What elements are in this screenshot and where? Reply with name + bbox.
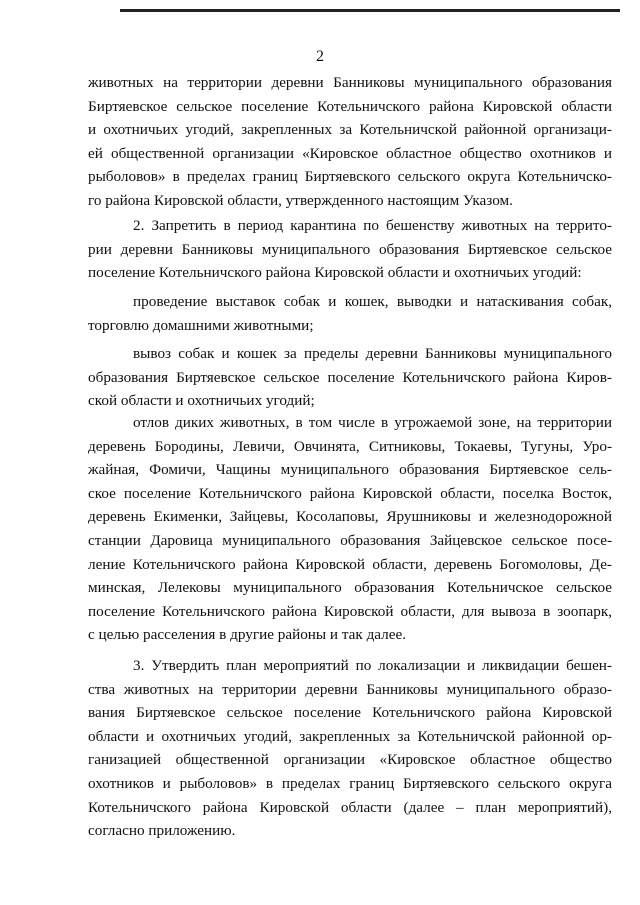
paragraph-2-item-export (88, 342, 612, 413)
text-line: ства животных на территории деревни Банниковы муниципального образо- (88, 680, 612, 698)
text-line: ганизацией общественной организации «Кировское областное общество (88, 751, 612, 769)
text-line: и охотничьих угодий, закрепленных за Котельничской районной организаци- (88, 121, 612, 139)
paragraph-3 (88, 654, 612, 843)
text-line: образования Биртяевское сельское поселение Котельничского района Киров- (88, 368, 612, 386)
text-line: рии деревни Банниковы муниципального образования Биртяевское сельское (88, 240, 612, 258)
text-line: вывоз собак и кошек за пределы деревни Банниковы муниципального (133, 345, 612, 362)
text-line: ление Котельничского района Кировской области, деревень Богомоловы, Де- (88, 555, 612, 573)
paragraph-2-item-capture (88, 411, 612, 647)
text-line: жайная, Фомичи, Чащины муниципального образования Биртяевское сель- (88, 461, 612, 479)
text-line: ей общественной организации «Кировское областное общество охотников и (88, 144, 612, 162)
text-line: минская, Лелековы муниципального образования Котельничское сельское (88, 579, 612, 597)
text-line: Котельничского района Кировской области (далее – план мероприятий), (88, 798, 612, 816)
paragraph-2-item-exhibitions (88, 290, 612, 337)
text-line: ской области и охотничьих угодий; (88, 392, 315, 410)
page-number: 2 (316, 48, 324, 65)
text-line: области и охотничьих угодий, закрепленных за Котельничской районной ор- (88, 727, 612, 745)
paragraph-2 (88, 214, 612, 285)
text-line: деревень Екименки, Зайцевы, Косолаповы, Ярушниковы и железнодорожной (88, 508, 612, 526)
text-line: торговлю домашними животными; (88, 316, 314, 334)
text-line: вания Биртяевское сельское поселение Котельничского района Кировской (88, 704, 612, 722)
text-line: поселение Котельничского района Кировской области и охотничьих угодий: (88, 264, 582, 282)
text-line: рыболовов» в пределах границ Биртяевского сельского округа Котельничско- (88, 168, 612, 186)
text-line: согласно приложению. (88, 822, 236, 840)
paragraph-continuation (88, 71, 612, 213)
text-line: 3. Утвердить план мероприятий по локализации и ликвидации бешен- (133, 657, 612, 674)
text-line: животных на территории деревни Банниковы муниципального образования (88, 74, 612, 91)
text-line: поселение Котельничского района Кировской области, для вывоза в зоопарк, (88, 602, 612, 620)
text-line: ское поселение Котельничского района Кировской области, поселка Восток, (88, 484, 612, 502)
text-line: деревень Бородины, Левичи, Овчинята, Ситниковы, Токаевы, Тугуны, Уро- (88, 437, 612, 455)
text-line: с целью расселения в другие районы и так далее. (88, 626, 407, 644)
header-rule (120, 9, 620, 12)
text-line: 2. Запретить в период карантина по бешенству животных на террито- (133, 217, 612, 234)
text-line: Биртяевское сельское поселение Котельничского района Кировской области (88, 97, 612, 115)
text-line: станции Даровица муниципального образования Зайцевское сельское посе- (88, 531, 612, 549)
text-line: проведение выставок собак и кошек, выводки и натаскивания собак, (133, 293, 612, 310)
text-line: отлов диких животных, в том числе в угрожаемой зоне, на территории (133, 414, 612, 431)
text-line: охотников и рыболовов» в пределах границ Биртяевского сельского округа (88, 774, 612, 792)
text-line: го района Кировской области, утвержденного настоящим Указом. (88, 191, 513, 209)
